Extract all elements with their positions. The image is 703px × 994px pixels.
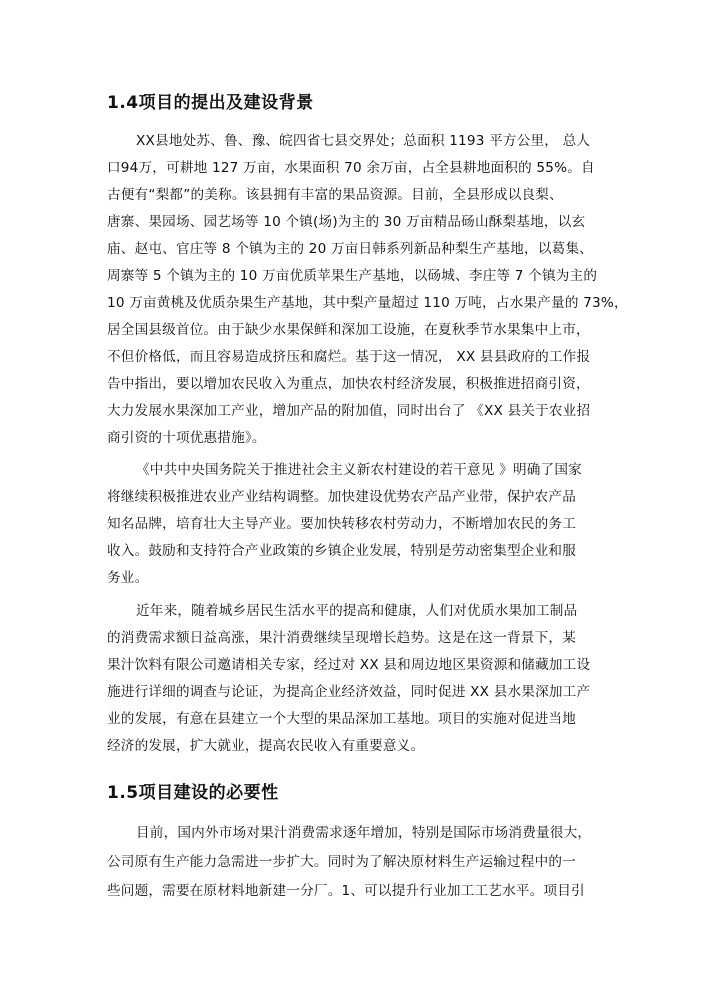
text-line: 收入。鼓励和支持符合产业政策的乡镇企业发展，特别是劳动密集型企业和服 — [107, 543, 576, 559]
text-line: 知名品牌，培育壮大主导产业。要加快转移农村劳动力，不断增加农民的务工 — [107, 516, 576, 532]
text-line: 施进行详细的调查与论证，为提高企业经济效益，同时促进 XX 县水果深加工产 — [107, 684, 591, 700]
text-line: 古便有“梨都”的美称。该县拥有丰富的果品资源。目前，全县形成以良梨、 — [107, 187, 563, 203]
text-line: 《中共中央国务院关于推进社会主义新农村建设的若干意见 》明确了国家 — [136, 462, 582, 478]
text-line: 务业。 — [107, 570, 149, 586]
text-line: 近年来，随着城乡居民生活水平的提高和健康，人们对优质水果加工制品 — [136, 603, 578, 619]
text-line: 口94万，可耕地 127 万亩，水果面积 70 余万亩，占全县耕地面积的 55%。自 — [107, 160, 595, 176]
text-line: 些问题，需要在原材料地新建一分厂。1、可以提升行业加工工艺水平。项目引 — [107, 883, 585, 899]
text-line: 经济的发展，扩大就业，提高农民收入有重要意义。 — [107, 738, 425, 754]
text-line: 不但价格低，而且容易造成挤压和腐烂。基于这一情况， XX 县县政府的工作报 — [107, 349, 591, 365]
text-line: 果汁饮料有限公司邀请相关专家，经过对 XX 县和周边地区果资源和储藏加工设 — [107, 657, 591, 673]
text-line: 周寨等 5 个镇为主的 10 万亩优质苹果生产基地，以砀城、李庄等 7 个镇为主的 — [107, 268, 598, 284]
text-line: 10 万亩黄桃及优质杂果生产基地，其中梨产量超过 110 万吨，占水果产量的 73%， — [107, 295, 628, 311]
text-line: 居全国县级首位。由于缺少水果保鲜和深加工设施，在夏秋季节水果集中上市， — [107, 322, 590, 338]
text-line: XX县地处苏、鲁、豫、皖四省七县交界处；总面积 1193 平方公里， 总人 — [136, 133, 591, 149]
text-line: 业的发展，有意在县建立一个大型的果品深加工基地。项目的实施对促进当地 — [107, 711, 576, 727]
text-line: 目前，国内外市场对果汁消费需求逐年增加，特别是国际市场消费量很大， — [136, 825, 592, 841]
text-line: 庙、赵屯、官庄等 8 个镇为主的 20 万亩日韩系列新品种梨生产基地，以葛集、 — [107, 241, 594, 257]
text-line: 大力发展水果深加工产业，增加产品的附加值，同时出台了 《XX 县关于农业招 — [107, 403, 591, 419]
section-heading-1-4: 1.4项目的提出及建设背景 — [107, 93, 314, 113]
text-line: 告中指出，要以增加农民收入为重点，加快农村经济发展，积极推进招商引资， — [107, 376, 590, 392]
section-heading-1-5: 1.5项目建设的必要性 — [107, 783, 279, 803]
text-line: 唐寨、果园场、园艺场等 10 个镇(场)为主的 30 万亩精品砀山酥梨基地，以玄 — [107, 214, 586, 230]
text-line: 商引资的十项优惠措施》。 — [107, 430, 266, 446]
text-line: 将继续积极推进农业产业结构调整。加快建设优势农产品产业带，保护农产品 — [107, 489, 576, 505]
text-line: 的消费需求额日益高涨，果汁消费继续呈现增长趋势。这是在这一背景下，某 — [107, 630, 576, 646]
text-line: 公司原有生产能力急需进一步扩大。同时为了解决原材料生产运输过程中的一 — [107, 854, 576, 870]
